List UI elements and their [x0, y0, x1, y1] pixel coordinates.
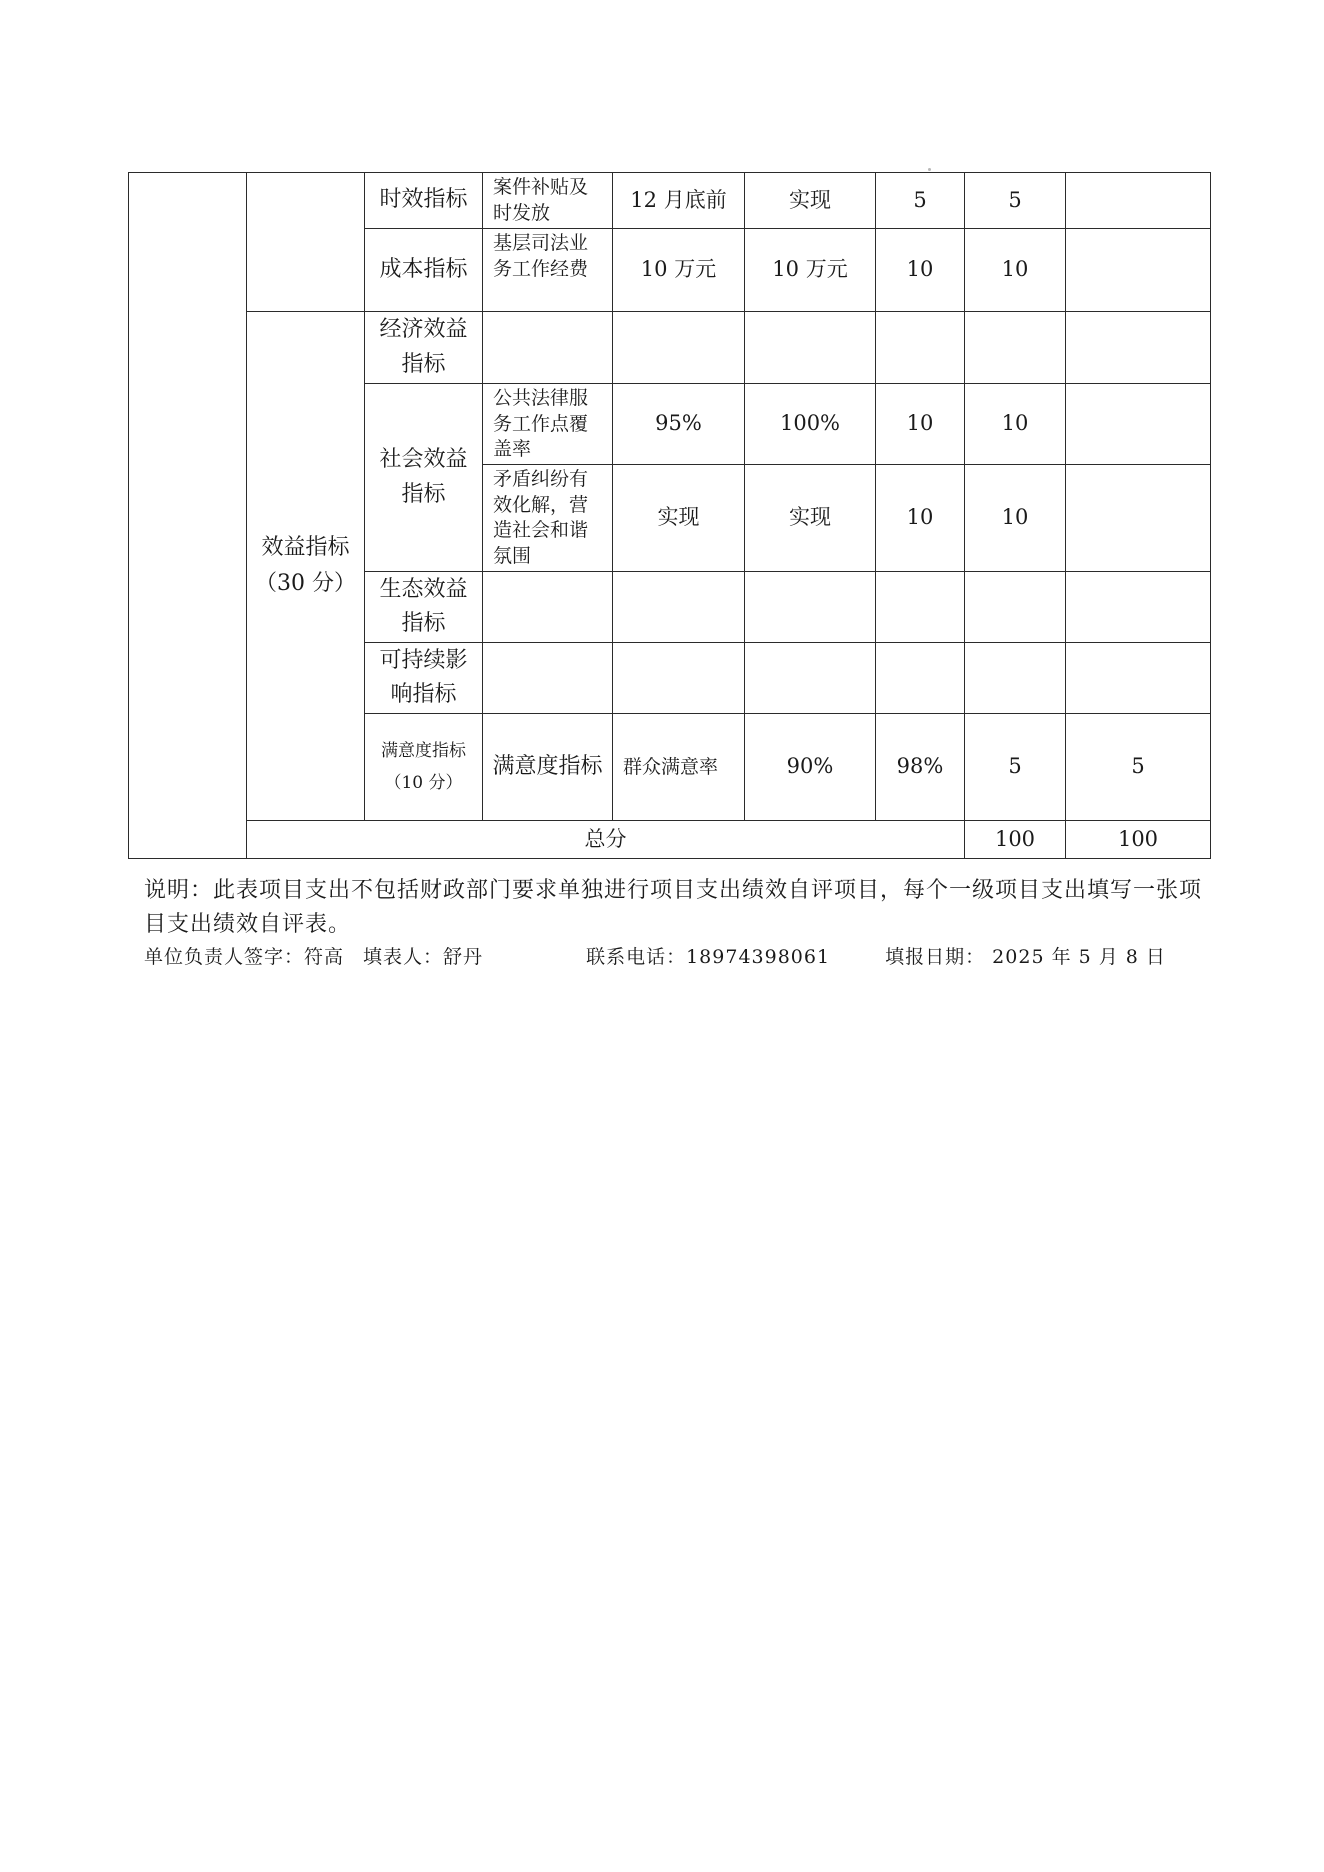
remark-cell — [1066, 229, 1211, 312]
actual-cell: 98% — [876, 714, 965, 821]
level2-cell: 生态效益指标 — [365, 572, 483, 643]
actual-cell: 实现 — [745, 173, 876, 229]
footnote: 说明：此表项目支出不包括财政部门要求单独进行项目支出绩效自评项目，每个一级项目支出填写一张项目支出绩效自评表。 — [144, 878, 1203, 938]
level2-cell: 可持续影响指标 — [365, 643, 483, 714]
remark-cell — [1066, 572, 1211, 643]
score-cell: 10 — [965, 465, 1066, 572]
target-cell: 12 月底前 — [613, 173, 745, 229]
target-cell — [613, 312, 745, 384]
signer: 单位负责人签字：符高 — [144, 946, 345, 968]
target-cell: 95% — [613, 384, 745, 465]
indicator-cell: 基层司法业务工作经费 — [483, 229, 613, 312]
level2-cell: 满意度指标 — [483, 714, 613, 821]
target-cell: 实现 — [613, 465, 745, 572]
weight-cell: 10 — [876, 384, 965, 465]
table-row — [129, 173, 1211, 229]
total-label: 总分 — [247, 821, 965, 859]
level2-cell: 时效指标 — [365, 173, 483, 229]
target-cell — [613, 643, 745, 714]
actual-cell: 10 万元 — [745, 229, 876, 312]
actual-cell — [745, 312, 876, 384]
actual-cell — [745, 643, 876, 714]
level1-cell-satisfaction: 满意度指标（10 分） — [365, 714, 483, 821]
indicator-cell — [483, 643, 613, 714]
level1-cell-output — [129, 173, 247, 859]
weight-cell: 10 — [876, 465, 965, 572]
total-weight: 100 — [965, 821, 1066, 859]
level2-cell: 经济效益指标 — [365, 312, 483, 384]
score-cell — [965, 572, 1066, 643]
remark-cell — [1066, 173, 1211, 229]
weight-cell: 5 — [965, 714, 1066, 821]
signature-line — [144, 942, 1224, 969]
remark-cell — [1066, 312, 1211, 384]
level1-cell-benefit: 效益指标（30 分） — [247, 312, 365, 821]
score-cell: 5 — [1066, 714, 1211, 821]
level2-cell: 社会效益指标 — [365, 384, 483, 572]
target-cell: 10 万元 — [613, 229, 745, 312]
total-score: 100 — [1066, 821, 1211, 859]
total-row — [129, 821, 1211, 859]
actual-cell: 100% — [745, 384, 876, 465]
score-cell — [965, 643, 1066, 714]
indicator-cell: 公共法律服务工作点覆盖率 — [483, 384, 613, 465]
indicator-cell — [483, 572, 613, 643]
target-cell: 90% — [745, 714, 876, 821]
indicator-cell: 矛盾纠纷有效化解，营造社会和谐氛围 — [483, 465, 613, 572]
fill-date: 填报日期： 2025 年 5 月 8 日 — [885, 946, 1166, 968]
actual-cell — [745, 572, 876, 643]
score-cell: 10 — [965, 384, 1066, 465]
weight-cell — [876, 312, 965, 384]
weight-cell — [876, 643, 965, 714]
table-row — [129, 312, 1211, 384]
score-cell: 10 — [965, 229, 1066, 312]
score-cell: 5 — [965, 173, 1066, 229]
target-cell — [613, 572, 745, 643]
weight-cell: 10 — [876, 229, 965, 312]
scan-speck — [928, 168, 931, 171]
filler: 填表人：舒丹 — [363, 946, 484, 968]
weight-cell: 5 — [876, 173, 965, 229]
remark-cell — [1066, 465, 1211, 572]
level2-cell: 成本指标 — [365, 229, 483, 312]
contact-phone: 联系电话：18974398061 — [586, 946, 831, 968]
level1-cell-output-sub — [247, 173, 365, 312]
actual-cell: 实现 — [745, 465, 876, 572]
remark-cell — [1066, 643, 1211, 714]
performance-table — [128, 172, 1211, 859]
weight-cell — [876, 572, 965, 643]
score-cell — [965, 312, 1066, 384]
indicator-cell: 案件补贴及时发放 — [483, 173, 613, 229]
indicator-cell — [483, 312, 613, 384]
remark-cell — [1066, 384, 1211, 465]
indicator-cell: 群众满意率 — [613, 714, 745, 821]
